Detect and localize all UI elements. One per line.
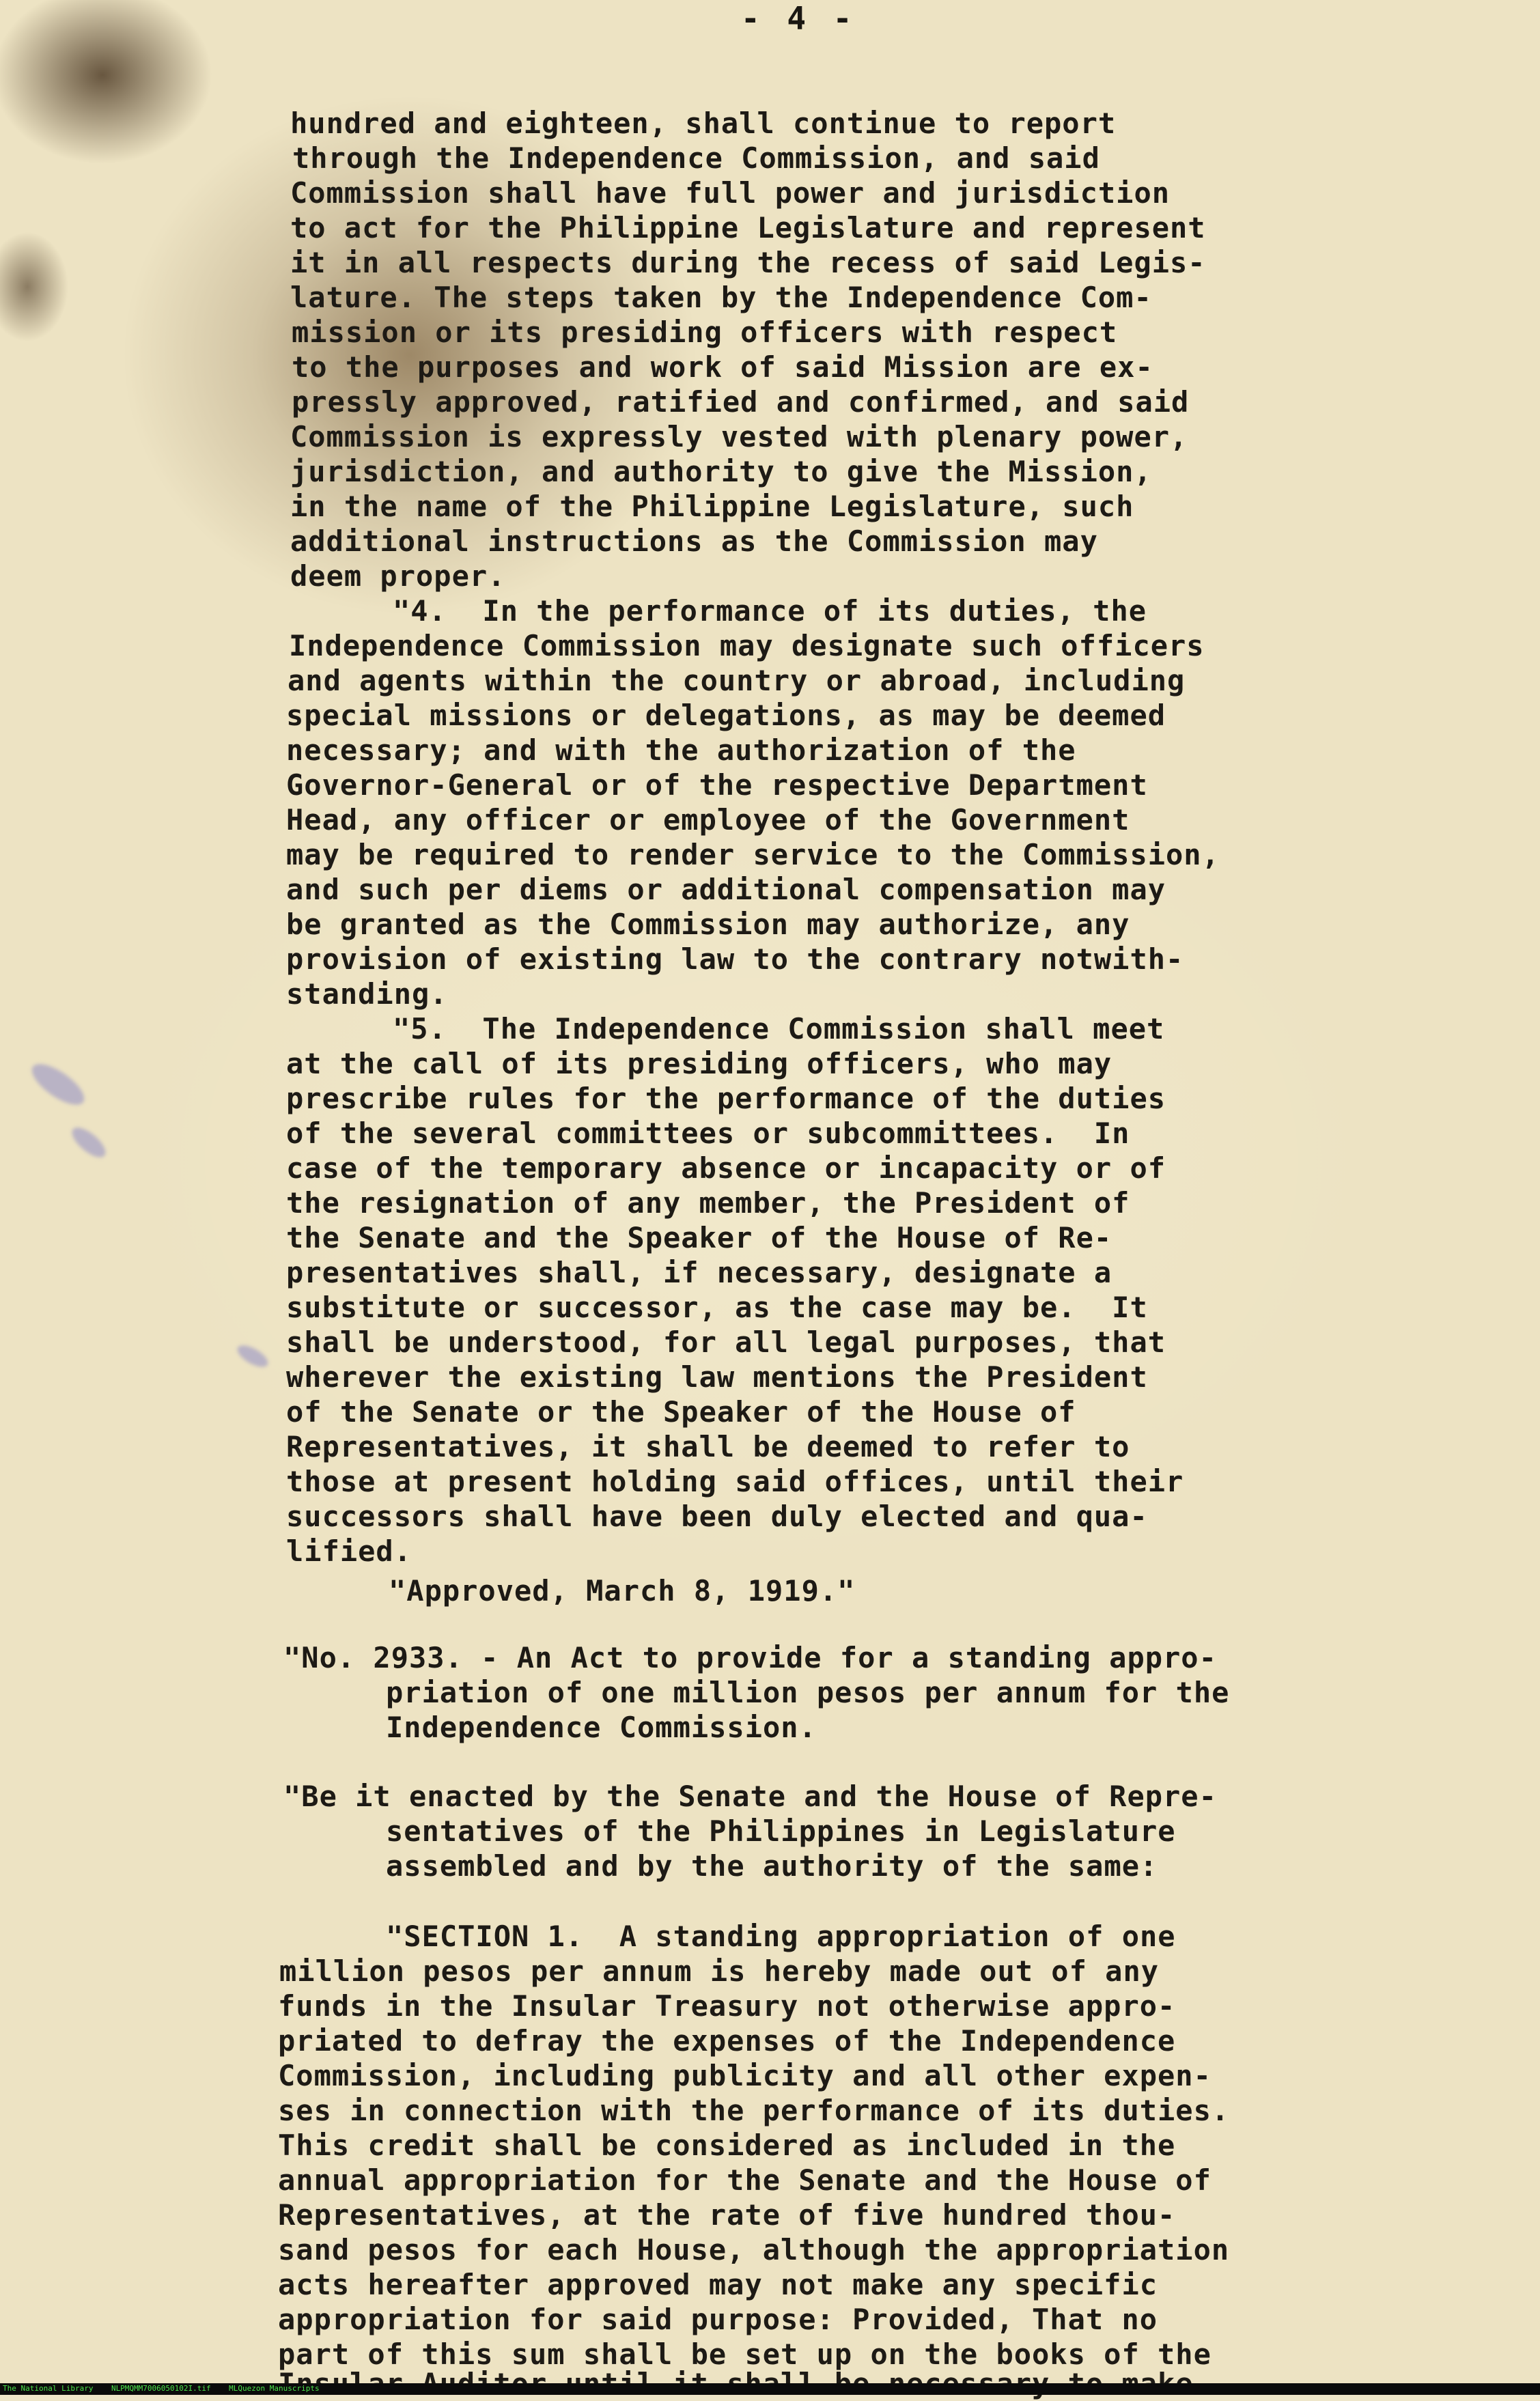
text-line: to the purposes and work of said Mission are ex- (292, 350, 1153, 384)
text-line: jurisdiction, and authority to give the Mission, (290, 455, 1152, 488)
text-line: pressly approved, ratified and confirmed, and said (292, 385, 1190, 419)
text-line: "4. In the performance of its duties, the (393, 594, 1147, 628)
text-line: provision of existing law to the contrary notwith- (286, 942, 1184, 976)
text-line: at the call of its presiding officers, who may (286, 1047, 1112, 1080)
ink-smudge (26, 1056, 90, 1112)
text-line: and such per diems or additional compensation may (286, 873, 1166, 906)
text-line: sand pesos for each House, although the appropriation (278, 2233, 1230, 2266)
text-line: sentatives of the Philippines in Legislature (386, 1814, 1176, 1848)
text-line: Representatives, it shall be deemed to refer to (286, 1430, 1130, 1463)
text-line: This credit shall be considered as included in the (278, 2129, 1176, 2162)
archive-footer-text: The National Library NLPMQMM7006050102I.tif MLQuezon Manuscripts (3, 2384, 320, 2393)
text-line: million pesos per annum is hereby made out of any (279, 1954, 1160, 1988)
text-line: annual appropriation for the Senate and the House of (278, 2163, 1212, 2197)
text-line: in the name of the Philippine Legislature, such (290, 490, 1134, 523)
text-line: "Be it enacted by the Senate and the House of Repre- (283, 1780, 1217, 1813)
text-line: wherever the existing law mentions the President (286, 1360, 1148, 1394)
text-line: Representatives, at the rate of five hundred thou- (278, 2198, 1176, 2232)
text-line: funds in the Insular Treasury not otherwise appro- (278, 1989, 1176, 2023)
text-line: Commission is expressly vested with plenary power, (290, 420, 1188, 453)
text-line: shall be understood, for all legal purposes, that (286, 1325, 1166, 1359)
text-line: of the Senate or the Speaker of the House of (286, 1395, 1076, 1429)
text-line: part of this sum shall be set up on the books of the (278, 2337, 1212, 2371)
text-line: it in all respects during the recess of said Legis- (290, 246, 1206, 279)
ink-smudge (234, 1341, 271, 1371)
text-line: be granted as the Commission may authorize, any (286, 908, 1130, 941)
text-line: the resignation of any member, the President of (286, 1186, 1130, 1220)
text-line: deem proper. (290, 559, 506, 593)
text-line: case of the temporary absence or incapacity or of (286, 1151, 1166, 1185)
text-line: assembled and by the authority of the same: (386, 1849, 1158, 1883)
archive-footer (0, 2383, 1540, 2395)
text-line: substitute or successor, as the case may be. It (286, 1291, 1148, 1324)
text-line: "SECTION 1. A standing appropriation of one (386, 1920, 1176, 1953)
ink-smudge (68, 1123, 111, 1162)
text-line: to act for the Philippine Legislature and represent (290, 211, 1206, 244)
text-line: Head, any officer or employee of the Government (286, 803, 1130, 837)
text-line: priation of one million pesos per annum for the (386, 1676, 1230, 1709)
text-line: lified. (286, 1534, 412, 1568)
text-line: and agents within the country or abroad, including (288, 664, 1186, 697)
text-line: additional instructions as the Commission may (290, 524, 1098, 558)
text-line: lature. The steps taken by the Independence Com- (290, 281, 1152, 314)
text-line: presentatives shall, if necessary, designate a (286, 1256, 1112, 1289)
text-line: ses in connection with the performance of its duties. (278, 2094, 1230, 2127)
text-line: "No. 2933. - An Act to provide for a standing appro- (283, 1641, 1217, 1674)
text-line: through the Independence Commission, and said (292, 141, 1100, 175)
text-line: those at present holding said offices, until their (286, 1465, 1184, 1498)
text-line: Independence Commission may designate such officers (289, 629, 1205, 662)
text-line: of the several committees or subcommittees. In (286, 1117, 1130, 1150)
text-line: "Approved, March 8, 1919." (389, 1574, 856, 1607)
text-line: prescribe rules for the performance of the duties (286, 1082, 1166, 1115)
text-line: necessary; and with the authorization of the (286, 733, 1076, 767)
text-line: the Senate and the Speaker of the House of Re- (286, 1221, 1112, 1254)
text-line: "5. The Independence Commission shall meet (393, 1012, 1165, 1045)
text-line: Commission, including publicity and all other expen- (278, 2059, 1212, 2092)
text-line: Commission shall have full power and jurisdiction (290, 176, 1171, 210)
text-line: special missions or delegations, as may be deemed (286, 699, 1166, 732)
text-line: Independence Commission. (386, 1711, 817, 1744)
text-line: mission or its presiding officers with respect (292, 315, 1118, 349)
text-line: successors shall have been duly elected and qua- (286, 1500, 1148, 1533)
text-line: appropriation for said purpose: Provided, That no (278, 2303, 1158, 2336)
page-number: - 4 - (741, 0, 856, 37)
text-line: priated to defray the expenses of the Independence (278, 2024, 1176, 2058)
text-line: acts hereafter approved may not make any specific (278, 2268, 1158, 2301)
text-line: may be required to render service to the Commission, (286, 838, 1220, 871)
text-line: hundred and eighteen, shall continue to report (290, 107, 1117, 140)
text-line: Governor-General or of the respective Department (286, 768, 1148, 802)
text-line: standing. (286, 977, 448, 1011)
